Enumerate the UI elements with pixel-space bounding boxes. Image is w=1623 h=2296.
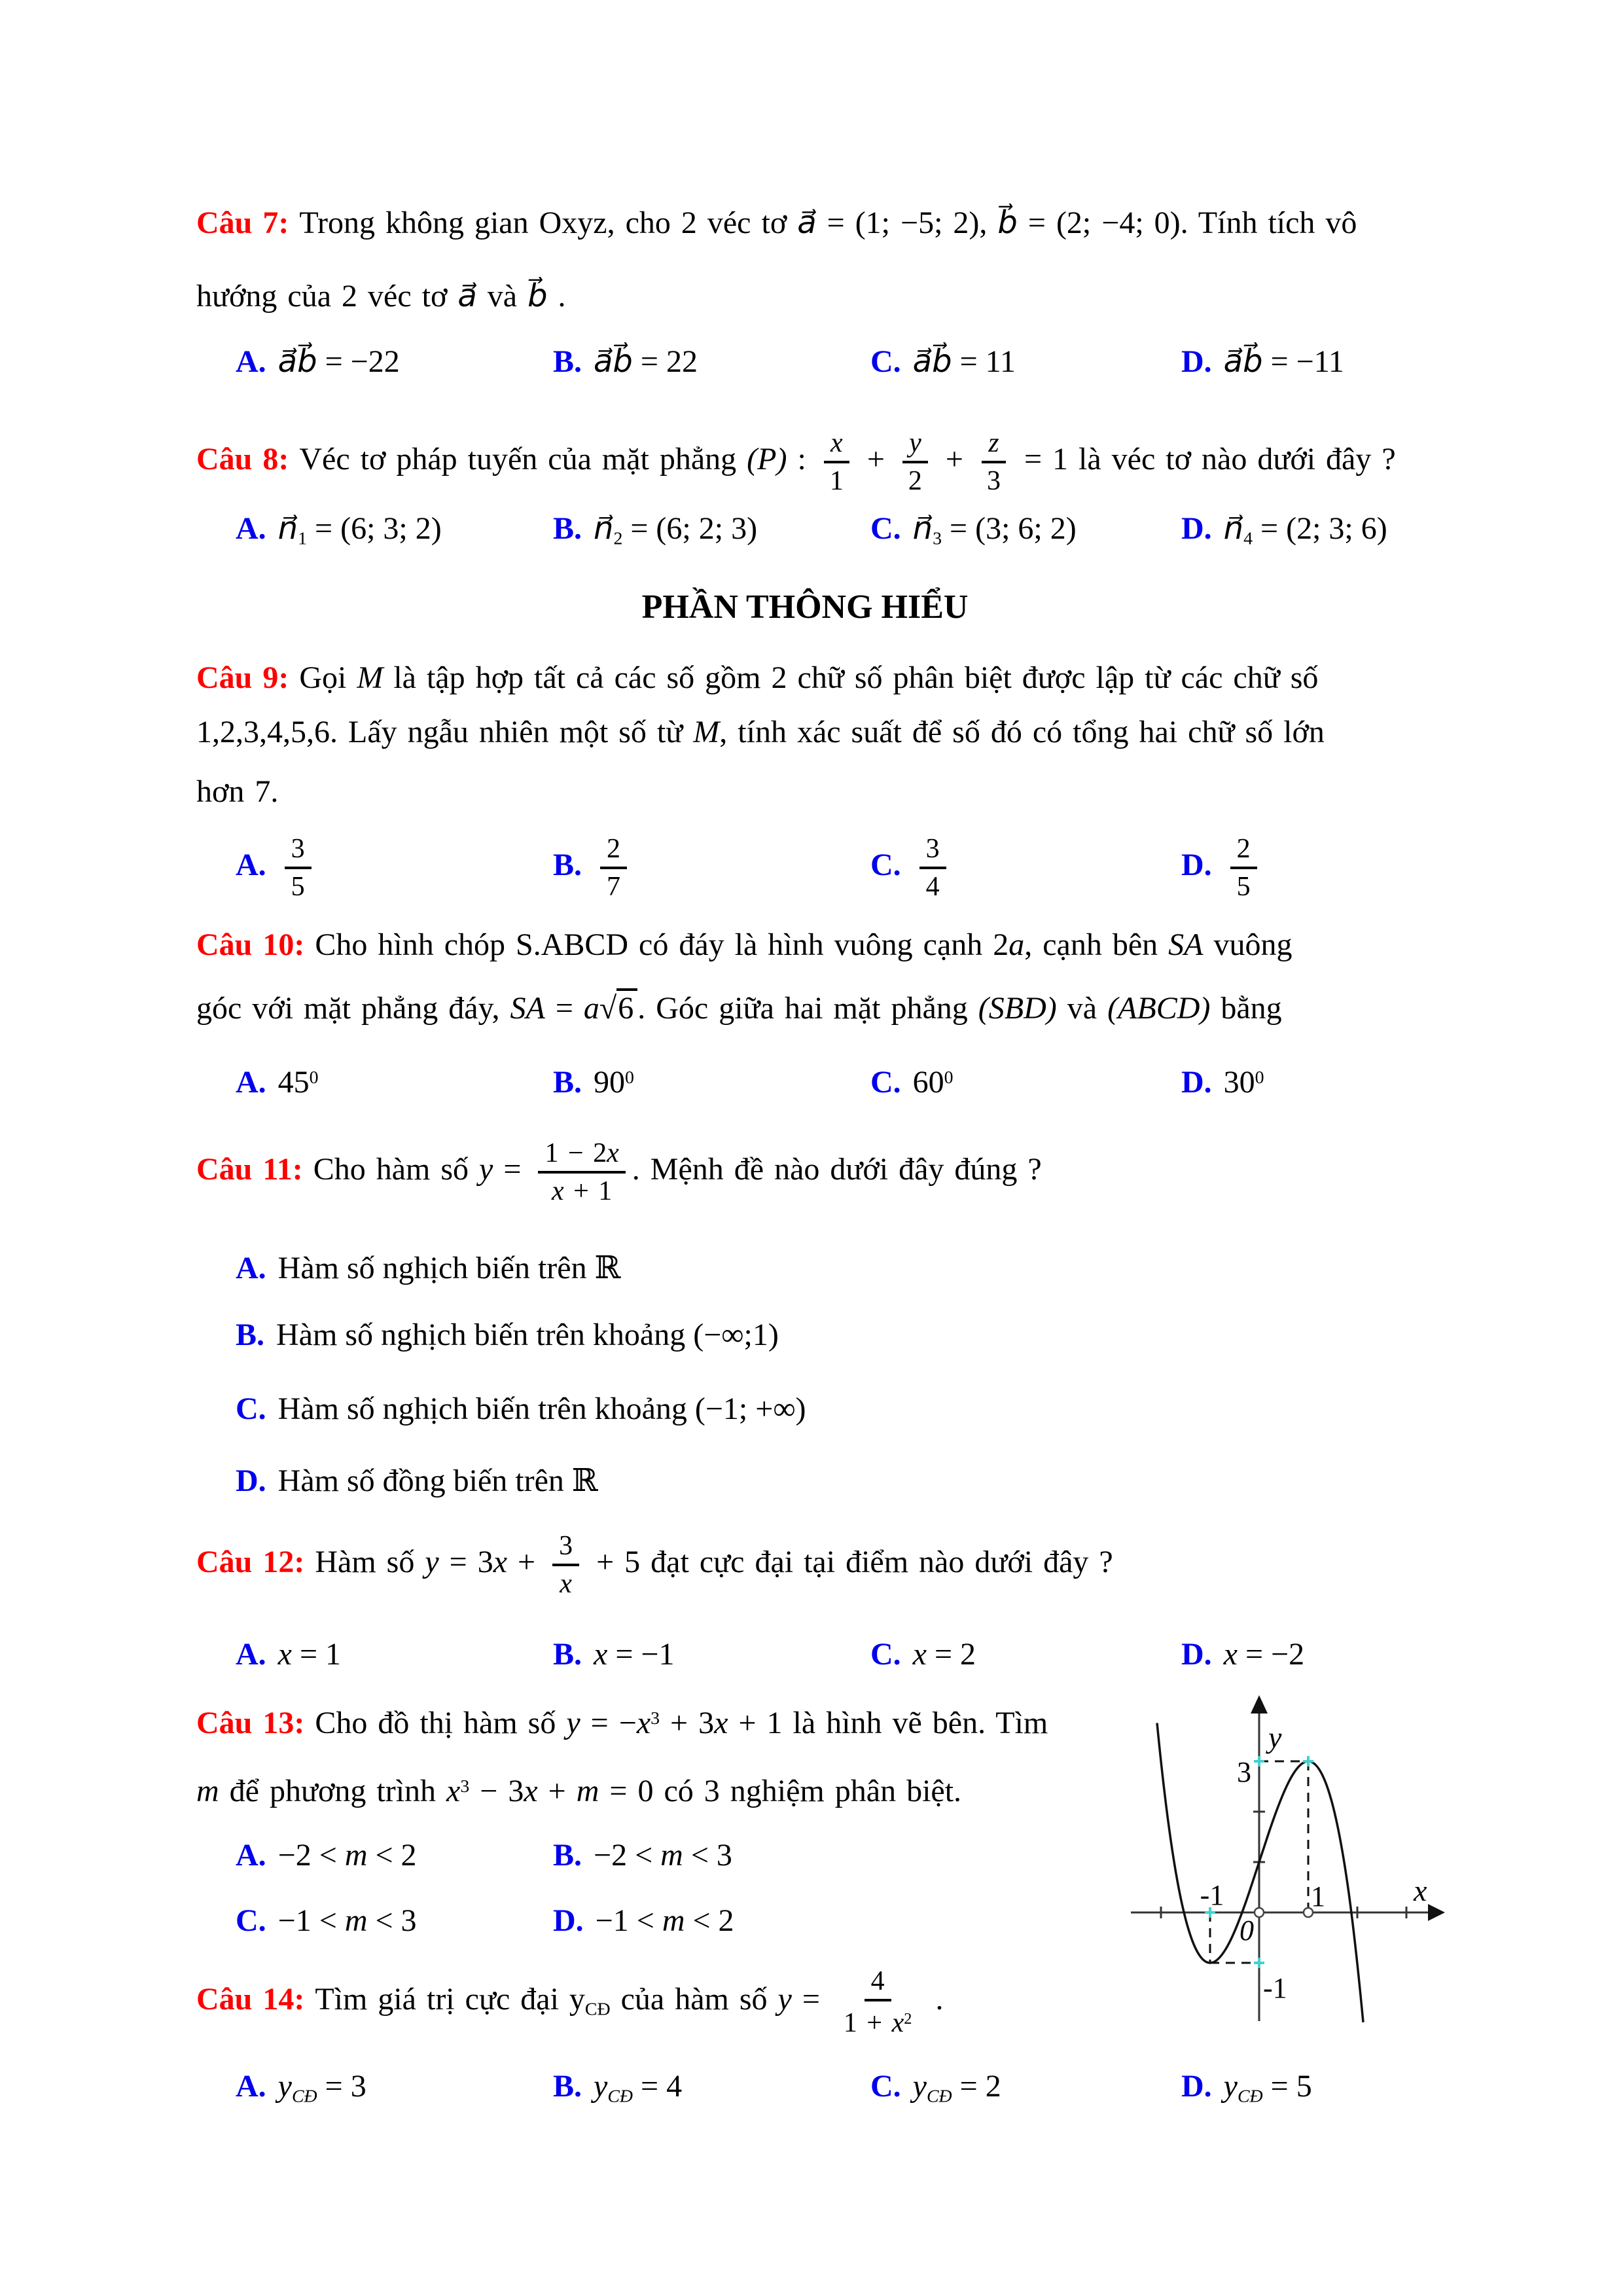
- option-letter: B.: [553, 511, 582, 546]
- q7-option-c: [870, 340, 1016, 384]
- q13-text2: m để phương trình $x^3 - 3x + m = 0$ có 3 nghiệm phân biệt.: [196, 1773, 962, 1808]
- option-letter: D.: [1181, 2069, 1212, 2104]
- option-letter: C.: [236, 1903, 266, 1938]
- option-letter: D.: [236, 1463, 266, 1498]
- q10-line1: [196, 924, 1293, 967]
- q8-option-b: [553, 507, 757, 560]
- q8-label: Câu 8:: [196, 442, 289, 477]
- q8-text: Véc tơ pháp tuyến của mặt phẳng (P) : $\frac{x}{1}$ + $\frac{y}{2}$ + $\frac{z}{3}$ = 1 là véc tơ nào dưới đây ?: [299, 428, 1396, 496]
- option-value: $60^0$: [912, 1064, 954, 1100]
- option-value: x = 2: [912, 1637, 976, 1672]
- q12-label: Câu 12:: [196, 1545, 305, 1580]
- option-value: $n⃗_3 = (3$; 6; 2): [912, 511, 1077, 549]
- q11-text: Cho hàm số y = $\frac{1 - 2x}{x + 1}$ . Mệnh đề nào dưới đây đúng ?: [313, 1138, 1042, 1206]
- q11-option-a: [236, 1247, 620, 1290]
- option-value: x = −1: [594, 1637, 675, 1672]
- option-letter: D.: [1181, 344, 1212, 379]
- option-value: a⃗b⃗ = 11: [912, 344, 1016, 379]
- q13-option-b: [553, 1834, 732, 1877]
- q9-option-a: [236, 833, 318, 903]
- y-axis-arrow: [1251, 1695, 1268, 1713]
- q10-option-c: [870, 1056, 954, 1104]
- q11-option-b: [236, 1314, 779, 1357]
- option-value: a⃗b⃗ = −11: [1223, 344, 1344, 379]
- q9-text3: hơn 7.: [196, 774, 279, 809]
- q9-option-b: [553, 833, 633, 903]
- q13-label: Câu 13:: [196, 1705, 305, 1740]
- label-yneg1: -1: [1263, 1972, 1287, 2004]
- q13-text1: Cho đồ thị hàm số $y = -x^3 + 3x + 1$ là hình vẽ bên. Tìm: [315, 1705, 1048, 1740]
- q7-option-d: [1181, 340, 1344, 384]
- option-letter: D.: [553, 1903, 584, 1938]
- q10-text2: góc với mặt phẳng đáy, SA = a√6 . Góc giữa hai mặt phẳng (SBD) và (ABCD) bằng: [196, 988, 1282, 1026]
- q12-option-d: [1181, 1633, 1304, 1676]
- option-value: $y_{CĐ} = 5$: [1223, 2069, 1312, 2107]
- option-value: Hàm số nghịch biến trên khoảng (−1; +∞): [277, 1391, 806, 1426]
- q8-option-c: [870, 507, 1077, 560]
- q10-option-b: [553, 1056, 634, 1104]
- q14-text: Tìm giá trị cực đại $y_{CĐ}$ của hàm số y = $\frac{4}{1 + x^2}$ .: [315, 1966, 944, 2039]
- option-letter: A.: [236, 344, 266, 379]
- option-value: −1 < m < 3: [277, 1903, 417, 1938]
- q7-label: Câu 7:: [196, 206, 289, 240]
- q9-option-d: [1181, 833, 1264, 903]
- q14-option-b: [553, 2065, 682, 2118]
- q13-line2: [196, 1765, 961, 1813]
- q13-option-c: [236, 1899, 417, 1943]
- option-value: $n⃗_2 = (6$; 2; 3): [594, 511, 758, 549]
- option-value: a⃗b⃗ = 22: [594, 344, 698, 379]
- option-value: $\frac{3}{4}$: [913, 848, 953, 882]
- q7-text1: Trong không gian Oxyz, cho 2 véc tơ a⃗ = (1; −5; 2), b⃗ = (2; −4; 0). Tính tích vô: [299, 206, 1357, 240]
- option-value: Hàm số đồng biến trên ℝ: [277, 1463, 598, 1498]
- label-origin: 0: [1240, 1914, 1254, 1946]
- q11-option-d: [236, 1460, 598, 1503]
- option-value: $\frac{2}{7}$: [594, 848, 633, 882]
- option-value: −2 < m < 2: [277, 1838, 417, 1873]
- q9-line2: [196, 711, 1325, 754]
- q11-line: [196, 1137, 1042, 1208]
- q9-option-c: [870, 833, 953, 903]
- option-letter: C.: [870, 2069, 901, 2104]
- option-value: $y_{CĐ} = 4$: [594, 2069, 683, 2107]
- option-value: $90^0$: [594, 1064, 634, 1100]
- q14-line: [196, 1965, 943, 2039]
- label-xneg1: -1: [1200, 1879, 1224, 1911]
- q10-label: Câu 10:: [196, 927, 305, 962]
- cubic-function-graph: [1113, 1676, 1453, 2029]
- option-letter: B.: [236, 1318, 265, 1352]
- q14-option-a: [236, 2065, 366, 2118]
- q13-option-d: [553, 1899, 734, 1943]
- q7-line1: [196, 202, 1357, 245]
- q12-line: [196, 1530, 1113, 1600]
- option-letter: C.: [870, 1637, 901, 1672]
- q7-line2: [196, 275, 566, 318]
- q8-option-d: [1181, 507, 1387, 560]
- option-value: $n⃗_4 = (2$; 3; 6): [1223, 511, 1387, 549]
- q11-option-c: [236, 1388, 806, 1431]
- option-letter: D.: [1181, 848, 1212, 883]
- q12-option-a: [236, 1633, 341, 1676]
- q13-option-a: [236, 1834, 417, 1877]
- q9-line3: [196, 770, 278, 814]
- q10-option-a: [236, 1056, 319, 1104]
- q10-text1: Cho hình chóp S.ABCD có đáy là hình vuông cạnh 2a, cạnh bên SA vuông: [315, 927, 1293, 962]
- q9-text2: 1,2,3,4,5,6. Lấy ngẫu nhiên một số từ M, tính xác suất để số đó có tổng hai chữ số lớn: [196, 715, 1325, 749]
- x-axis-arrow: [1428, 1904, 1445, 1921]
- option-letter: D.: [1181, 1637, 1212, 1672]
- q7-option-b: [553, 340, 698, 384]
- option-value: $\frac{2}{5}$: [1224, 848, 1264, 882]
- q9-line1: [196, 656, 1318, 700]
- section-heading: PHẦN THÔNG HIỂU: [641, 588, 969, 626]
- q9-label: Câu 9:: [196, 660, 289, 695]
- option-value: x = −2: [1223, 1637, 1305, 1672]
- q14-option-d: [1181, 2065, 1312, 2118]
- q14-option-c: [870, 2065, 1001, 2118]
- q13-line1: [196, 1697, 1048, 1745]
- option-value: $\frac{3}{5}$: [278, 848, 318, 882]
- q14-label: Câu 14:: [196, 1982, 305, 2017]
- option-value: −2 < m < 3: [594, 1838, 732, 1873]
- option-letter: B.: [553, 2069, 582, 2104]
- q10-line2: [196, 987, 1282, 1030]
- option-value: $45^0$: [277, 1064, 319, 1100]
- option-letter: B.: [553, 1637, 582, 1672]
- option-value: Hàm số nghịch biến trên ℝ: [277, 1251, 621, 1285]
- q12-option-b: [553, 1633, 674, 1676]
- option-letter: A.: [236, 848, 266, 883]
- option-letter: A.: [236, 1064, 266, 1100]
- q7-text2: hướng của 2 véc tơ a⃗ và b⃗ .: [196, 279, 566, 314]
- option-letter: A.: [236, 1637, 266, 1672]
- q8-option-a: [236, 507, 442, 560]
- option-letter: B.: [553, 848, 582, 883]
- option-letter: A.: [236, 1251, 266, 1285]
- option-letter: C.: [870, 511, 901, 546]
- option-value: a⃗b⃗ = −22: [277, 344, 400, 379]
- option-letter: C.: [870, 344, 901, 379]
- option-value: $y_{CĐ} = 2$: [912, 2069, 1001, 2107]
- option-value: x = 1: [277, 1637, 342, 1672]
- option-letter: C.: [236, 1391, 266, 1426]
- q7-option-a: [236, 340, 400, 384]
- option-letter: D.: [1181, 511, 1212, 546]
- label-x-axis: x: [1414, 1874, 1427, 1907]
- option-value: $y_{CĐ} = 3$: [277, 2069, 366, 2107]
- q11-label: Câu 11:: [196, 1152, 303, 1187]
- option-value: $n⃗_1 = (6$; 3; 2): [277, 511, 442, 549]
- option-value: −1 < m < 2: [595, 1903, 734, 1938]
- option-letter: A.: [236, 2069, 266, 2104]
- q12-option-c: [870, 1633, 976, 1676]
- option-letter: A.: [236, 1838, 266, 1873]
- option-letter: D.: [1181, 1064, 1212, 1100]
- label-y3: 3: [1237, 1756, 1251, 1788]
- option-value: Hàm số nghịch biến trên khoảng (−∞;1): [276, 1318, 779, 1352]
- option-letter: B.: [553, 1838, 582, 1873]
- option-letter: B.: [553, 344, 582, 379]
- option-letter: B.: [553, 1064, 582, 1100]
- label-y-axis: y: [1268, 1721, 1282, 1754]
- origin-circle: [1255, 1908, 1264, 1917]
- q10-option-d: [1181, 1056, 1264, 1104]
- q12-text: Hàm số y = 3x + $\frac{3}{x}$ + 5 đạt cực đại tại điểm nào dưới đây ?: [315, 1531, 1113, 1599]
- option-letter: C.: [870, 1064, 901, 1100]
- option-value: $30^0$: [1223, 1064, 1264, 1100]
- q9-text1: Gọi M là tập hợp tất cả các số gồm 2 chữ số phân biệt được lập từ các chữ số: [299, 660, 1319, 695]
- label-x1: 1: [1311, 1880, 1325, 1912]
- q8-line: [196, 427, 1396, 497]
- option-letter: A.: [236, 511, 266, 546]
- option-letter: C.: [870, 848, 901, 883]
